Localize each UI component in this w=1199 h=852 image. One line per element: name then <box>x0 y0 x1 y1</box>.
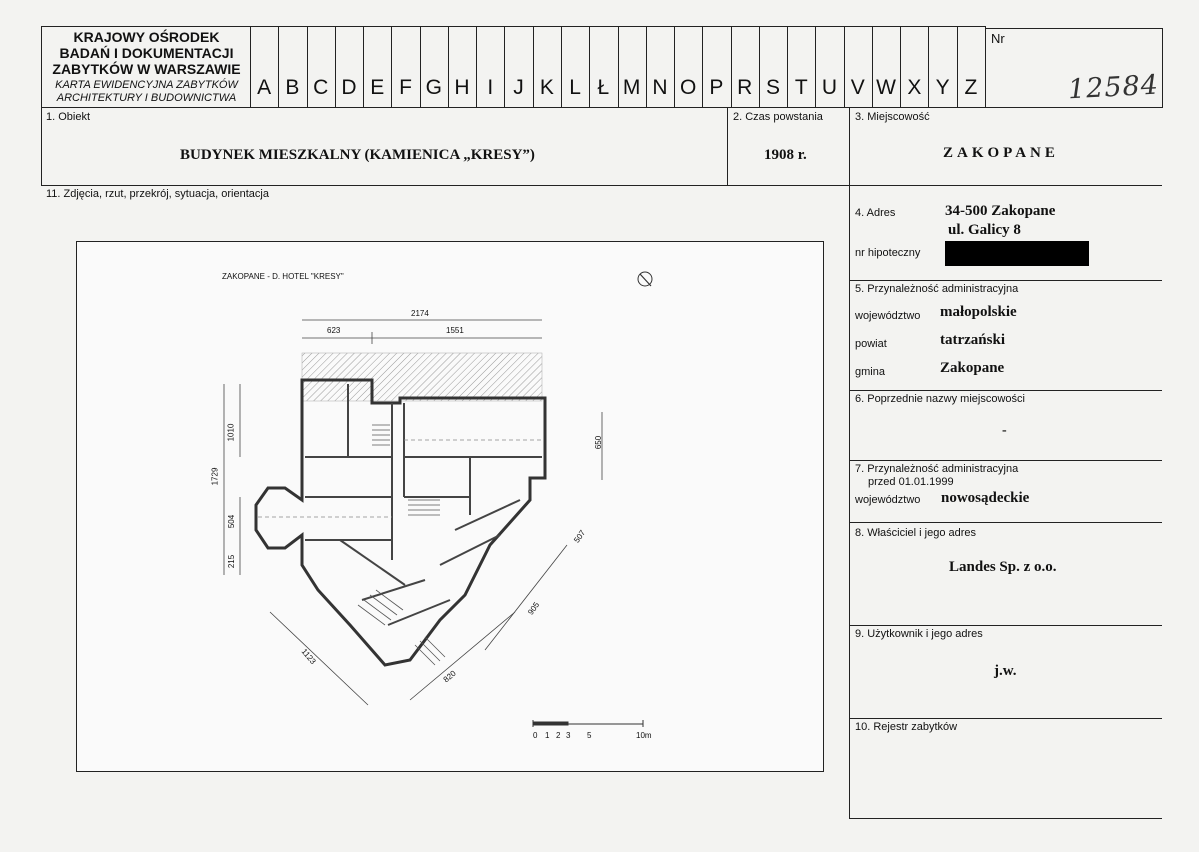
letter-cell: K <box>539 76 554 99</box>
scale-1: 1 <box>545 731 550 740</box>
dim-507: 507 <box>572 528 588 545</box>
letter-cell: B <box>285 76 300 99</box>
terrain-hatch <box>302 353 542 401</box>
wojewodztwo-label: województwo <box>855 310 921 322</box>
letter-cell: V <box>850 76 865 99</box>
letter-cell: Y <box>935 76 950 99</box>
org-name-line1: KRAJOWY OŚRODEK <box>73 29 220 45</box>
letter-cell: O <box>679 76 697 99</box>
letter-cell: I <box>487 76 494 99</box>
scale-2: 2 <box>556 731 561 740</box>
letter-cell: U <box>821 76 838 99</box>
letter-cell: Z <box>964 76 978 99</box>
scale-bar <box>533 720 643 727</box>
wlasciciel-value: Landes Sp. z o.o. <box>949 559 1057 575</box>
letter-cell: A <box>257 76 272 99</box>
czas-value: 1908 r. <box>764 147 807 163</box>
scale-5: 5 <box>587 731 592 740</box>
wlasciciel-label: 8. Właściciel i jego adres <box>855 527 977 539</box>
obiekt-value: BUDYNEK MIESZKALNY (KAMIENICA „KRESY”) <box>180 147 535 163</box>
dim-1010: 1010 <box>226 423 236 442</box>
scale-3: 3 <box>566 731 571 740</box>
letter-cell: M <box>622 76 641 99</box>
wojewodztwo-value: małopolskie <box>940 304 1017 320</box>
czas-label: 2. Czas powstania <box>733 111 823 123</box>
letter-cell: Ł <box>597 76 610 99</box>
obiekt-label: 1. Obiekt <box>46 111 91 123</box>
dim-905: 905 <box>526 600 542 617</box>
dim-623: 623 <box>327 326 341 335</box>
hipoteczny-label: nr hipoteczny <box>855 247 921 259</box>
przynaleznosc-label: 5. Przynależność administracyjna <box>855 283 1019 295</box>
letter-cell: P <box>709 76 724 99</box>
dim-2174: 2174 <box>411 309 429 318</box>
letter-cell: T <box>794 76 808 99</box>
poprzednie-value: - <box>1002 423 1007 438</box>
rejestr-label: 10. Rejestr zabytków <box>855 721 958 733</box>
powiat-label: powiat <box>855 338 887 350</box>
przynaleznosc-przed-label: 7. Przynależność administracyjna <box>855 463 1019 475</box>
scale-0: 0 <box>533 731 538 740</box>
letter-cell: D <box>341 76 357 99</box>
gmina-value: Zakopane <box>940 360 1005 376</box>
nr-handwritten-value: 12584 <box>1067 69 1160 106</box>
building-walls <box>256 380 545 665</box>
wojewodztwo-przed-value: nowosądeckie <box>941 490 1030 506</box>
przynaleznosc-przed-date: przed 01.01.1999 <box>868 476 954 488</box>
letter-cell: E <box>370 76 385 99</box>
north-arrow-icon <box>638 272 652 286</box>
dim-1123: 1123 <box>299 647 318 666</box>
adres-line1: 34-500 Zakopane <box>945 203 1056 219</box>
uzytkownik-label: 9. Użytkownik i jego adres <box>855 628 983 640</box>
interior-walls <box>305 384 542 625</box>
letter-cell: L <box>569 76 581 99</box>
floor-plan-title: ZAKOPANE - D. HOTEL "KRESY" <box>222 272 344 281</box>
powiat-value: tatrzański <box>940 332 1005 348</box>
dim-504: 504 <box>227 514 237 529</box>
nr-label: Nr <box>991 31 1005 46</box>
adres-label: 4. Adres <box>855 207 896 219</box>
letter-cell: R <box>737 76 753 99</box>
letter-cell: G <box>425 76 442 99</box>
wojewodztwo-przed-label: województwo <box>855 494 921 506</box>
zdjecia-label: 11. Zdjęcia, rzut, przekrój, sytuacja, orientacja <box>46 188 269 200</box>
poprzednie-label: 6. Poprzednie nazwy miejscowości <box>855 393 1025 405</box>
dim-820: 820 <box>441 668 458 685</box>
dim-1729: 1729 <box>210 467 220 486</box>
form-subtitle-1: KARTA EWIDENCYJNA ZABYTKÓW <box>55 79 238 91</box>
form-subtitle-2: ARCHITEKTURY I BUDOWNICTWA <box>56 92 237 104</box>
letter-cell: W <box>876 76 896 99</box>
letter-cell: S <box>765 76 780 99</box>
uzytkownik-value: j.w. <box>994 663 1017 679</box>
letter-cell: N <box>652 76 668 99</box>
letter-cell: F <box>399 76 412 99</box>
letter-cell: X <box>907 76 922 99</box>
adres-line2: ul. Galicy 8 <box>948 222 1021 238</box>
letter-cell: J <box>513 76 524 99</box>
dim-650: 650 <box>594 435 604 450</box>
gmina-label: gmina <box>855 366 885 378</box>
miejscowosc-label: 3. Miejscowość <box>855 111 930 123</box>
letter-cell: C <box>313 76 329 99</box>
dim-1551: 1551 <box>446 326 464 335</box>
scale-10m: 10m <box>636 731 652 740</box>
miejscowosc-value: ZAKOPANE <box>943 145 1059 161</box>
dim-215: 215 <box>227 554 237 569</box>
org-name-line3: ZABYTKÓW W WARSZAWIE <box>52 61 241 77</box>
org-name-line2: BADAŃ I DOKUMENTACJI <box>59 45 234 61</box>
letter-cell: H <box>454 76 470 99</box>
